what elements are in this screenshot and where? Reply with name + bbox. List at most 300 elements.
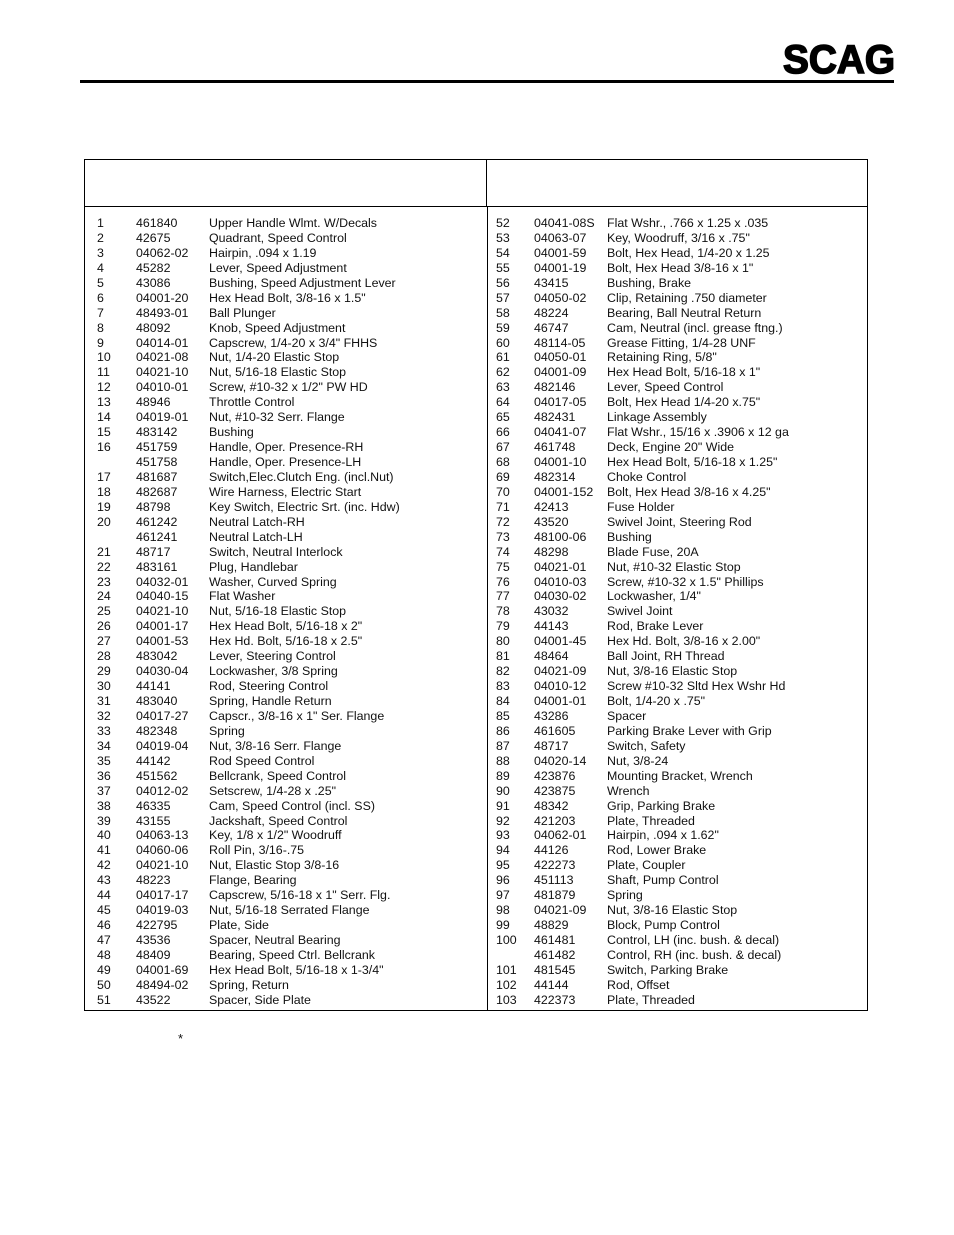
item-number: 69 xyxy=(496,469,510,484)
part-number: 483042 xyxy=(136,649,178,664)
part-number: 482687 xyxy=(136,484,178,499)
part-number: 48798 xyxy=(136,499,171,514)
part-description: Screw, #10-32 x 1.5" Phillips xyxy=(607,574,764,589)
part-number: 461605 xyxy=(534,723,576,738)
item-number: 74 xyxy=(496,544,510,559)
part-description: Bearing, Ball Neutral Return xyxy=(607,305,762,320)
part-number: 04001-152 xyxy=(534,484,594,499)
table-header-left xyxy=(85,160,487,207)
item-number: 34 xyxy=(97,738,111,753)
part-number: 04021-01 xyxy=(534,559,587,574)
part-description: Parking Brake Lever with Grip xyxy=(607,723,772,738)
item-number: 23 xyxy=(97,574,111,589)
item-number: 43 xyxy=(97,873,111,888)
part-number: 43086 xyxy=(136,275,171,290)
item-number: 82 xyxy=(496,664,510,679)
part-number: 461482 xyxy=(534,947,576,962)
part-number: 482431 xyxy=(534,410,576,425)
part-number: 44141 xyxy=(136,679,171,694)
part-description: Bolt, Hex Head 3/8-16 x 1" xyxy=(607,260,754,275)
part-description: Bushing xyxy=(209,425,254,440)
item-number: 24 xyxy=(97,589,111,604)
part-number: 461241 xyxy=(136,529,178,544)
item-number: 45 xyxy=(97,903,111,918)
item-number: 95 xyxy=(496,858,510,873)
item-number: 87 xyxy=(496,738,510,753)
item-number: 37 xyxy=(97,783,111,798)
item-number: 5 xyxy=(97,275,104,290)
item-number: 97 xyxy=(496,888,510,903)
part-description: Nut, 1/4-20 Elastic Stop xyxy=(209,350,340,365)
item-number: 53 xyxy=(496,230,510,245)
scag-logo xyxy=(782,40,896,78)
part-description: Spring xyxy=(607,888,643,903)
part-number: 04014-01 xyxy=(136,335,189,350)
part-description: Rod, Brake Lever xyxy=(607,619,704,634)
part-description: Lockwasher, 3/8 Spring xyxy=(209,664,338,679)
part-description: Wire Harness, Electric Start xyxy=(209,484,362,499)
part-number: 04019-04 xyxy=(136,738,189,753)
part-description: Deck, Engine 20" Wide xyxy=(607,440,734,455)
part-description: Bolt, Hex Head, 1/4-20 x 1.25 xyxy=(607,245,770,260)
part-number: 48223 xyxy=(136,873,171,888)
part-number: 43415 xyxy=(534,275,569,290)
part-description: Capscr., 3/8-16 x 1" Ser. Flange xyxy=(209,708,385,723)
item-number: 7 xyxy=(97,305,104,320)
part-number: 44144 xyxy=(534,977,569,992)
part-number: 44142 xyxy=(136,753,171,768)
item-number: 51 xyxy=(97,992,111,1007)
part-number: 04001-20 xyxy=(136,290,189,305)
item-number: 70 xyxy=(496,484,510,499)
part-description: Switch,Elec.Clutch Eng. (incl.Nut) xyxy=(209,469,394,484)
part-number: 46747 xyxy=(534,320,569,335)
item-number: 83 xyxy=(496,679,510,694)
part-description: Nut, 5/16-18 Elastic Stop xyxy=(209,604,347,619)
item-number: 30 xyxy=(97,679,111,694)
item-number: 84 xyxy=(496,694,510,708)
part-description: Swivel Joint xyxy=(607,604,673,619)
part-description: Lockwasher, 1/4" xyxy=(607,589,701,604)
part-number: 04001-10 xyxy=(534,455,587,469)
part-description: Wrench xyxy=(607,783,650,798)
part-number: 482348 xyxy=(136,723,178,738)
item-number: 8 xyxy=(97,320,104,335)
part-description: Bushing xyxy=(607,529,652,544)
item-number: 89 xyxy=(496,768,510,783)
part-description: Hex Head Bolt, 3/8-16 x 1.5" xyxy=(209,290,366,305)
part-number: 44143 xyxy=(534,619,569,634)
item-number: 79 xyxy=(496,619,510,634)
part-description: Spring, Handle Return xyxy=(209,694,332,708)
part-number: 04032-01 xyxy=(136,574,189,589)
part-number: 04010-03 xyxy=(534,574,587,589)
part-description: Flat Washer xyxy=(209,589,276,604)
part-number: 422273 xyxy=(534,858,576,873)
part-description: Hex Head Bolt, 5/16-18 x 1.25" xyxy=(607,455,778,469)
part-number: 482314 xyxy=(534,469,576,484)
part-description: Lever, Steering Control xyxy=(209,649,336,664)
part-description: Hex Head Bolt, 5/16-18 x 1-3/4" xyxy=(209,962,384,977)
part-description: Retaining Ring, 5/8" xyxy=(607,350,717,365)
item-number: 81 xyxy=(496,649,510,664)
part-description: Nut, 5/16-18 Serrated Flange xyxy=(209,903,370,918)
part-number: 45282 xyxy=(136,260,171,275)
part-number: 483161 xyxy=(136,559,178,574)
part-description: Clip, Retaining .750 diameter xyxy=(607,290,767,305)
item-number: 38 xyxy=(97,798,111,813)
item-number: 88 xyxy=(496,753,510,768)
item-number: 13 xyxy=(97,395,111,410)
part-number: 43536 xyxy=(136,933,171,947)
part-number: 461481 xyxy=(534,933,576,947)
item-number: 73 xyxy=(496,529,510,544)
item-number: 48 xyxy=(97,947,111,962)
part-description: Grip, Parking Brake xyxy=(607,798,716,813)
part-number: 48100-06 xyxy=(534,529,587,544)
item-number: 4 xyxy=(97,260,104,275)
item-number: 41 xyxy=(97,843,111,858)
item-number: 42 xyxy=(97,858,111,873)
part-description: Nut, 5/16-18 Elastic Stop xyxy=(209,365,347,380)
table-header-right xyxy=(487,160,867,207)
part-description: Ball Joint, RH Thread xyxy=(607,649,725,664)
part-number: 04001-09 xyxy=(534,365,587,380)
part-number: 04021-10 xyxy=(136,365,189,380)
part-description: Rod Speed Control xyxy=(209,753,315,768)
item-number: 56 xyxy=(496,275,510,290)
item-number: 25 xyxy=(97,604,111,619)
logo-text: SCAG xyxy=(783,40,895,78)
item-number: 93 xyxy=(496,828,510,843)
part-description: Bellcrank, Speed Control xyxy=(209,768,347,783)
scag-logo-graphic xyxy=(782,40,896,78)
part-number: 04021-09 xyxy=(534,664,587,679)
part-description: Upper Handle Wlmt. W/Decals xyxy=(209,216,378,230)
part-description: Knob, Speed Adjustment xyxy=(209,320,346,335)
part-number: 422795 xyxy=(136,918,178,933)
part-description: Key, Woodruff, 3/16 x .75" xyxy=(607,230,750,245)
part-number: 481687 xyxy=(136,469,178,484)
item-number: 19 xyxy=(97,499,111,514)
item-number: 78 xyxy=(496,604,510,619)
item-number: 29 xyxy=(97,664,111,679)
part-number: 04001-01 xyxy=(534,694,587,708)
part-number: 04062-02 xyxy=(136,245,189,260)
part-number: 48494-02 xyxy=(136,977,189,992)
item-number: 12 xyxy=(97,380,111,395)
part-description: Key, 1/8 x 1/2" Woodruff xyxy=(209,828,342,843)
item-number: 1 xyxy=(97,216,104,230)
part-description: Mounting Bracket, Wrench xyxy=(607,768,753,783)
part-description: Spring, Return xyxy=(209,977,289,992)
part-number: 04030-04 xyxy=(136,664,189,679)
item-number: 15 xyxy=(97,425,111,440)
part-description: Bushing, Brake xyxy=(607,275,692,290)
part-description: Plate, Threaded xyxy=(607,813,695,828)
part-description: Bushing, Speed Adjustment Lever xyxy=(209,275,396,290)
item-number: 55 xyxy=(496,260,510,275)
part-number: 48342 xyxy=(534,798,569,813)
part-number: 04050-02 xyxy=(534,290,587,305)
part-number: 04020-14 xyxy=(534,753,587,768)
item-number: 11 xyxy=(97,365,110,380)
item-number: 27 xyxy=(97,634,111,649)
header-rule xyxy=(80,80,894,83)
part-number: 04017-17 xyxy=(136,888,189,903)
item-number: 76 xyxy=(496,574,510,589)
part-number: 48717 xyxy=(136,544,171,559)
part-description: Spacer xyxy=(607,708,647,723)
part-number: 451562 xyxy=(136,768,178,783)
part-number: 451759 xyxy=(136,440,178,455)
item-number: 28 xyxy=(97,649,111,664)
item-number: 100 xyxy=(496,933,517,947)
part-description: Ball Plunger xyxy=(209,305,276,320)
part-description: Flat Wshr., .766 x 1.25 x .035 xyxy=(607,216,769,230)
part-description: Hairpin, .094 x 1.19 xyxy=(209,245,317,260)
part-description: Lever, Speed Control xyxy=(607,380,724,395)
item-number: 102 xyxy=(496,977,517,992)
item-number: 36 xyxy=(97,768,111,783)
part-description: Cam, Neutral (incl. grease ftng.) xyxy=(607,320,783,335)
part-description: Block, Pump Control xyxy=(607,918,720,933)
part-number: 48829 xyxy=(534,918,569,933)
item-number: 32 xyxy=(97,708,111,723)
part-description: Quadrant, Speed Control xyxy=(209,230,347,245)
part-number: 461840 xyxy=(136,216,178,230)
item-number: 57 xyxy=(496,290,510,305)
part-description: Plate, Coupler xyxy=(607,858,686,873)
part-description: Roll Pin, 3/16-.75 xyxy=(209,843,305,858)
part-number: 04001-69 xyxy=(136,962,189,977)
part-description: Neutral Latch-RH xyxy=(209,514,305,529)
part-description: Screw #10-32 Sltd Hex Wshr Hd xyxy=(607,679,786,694)
item-number: 91 xyxy=(496,798,510,813)
part-description: Choke Control xyxy=(607,469,687,484)
part-number: 483142 xyxy=(136,425,178,440)
item-number: 9 xyxy=(97,335,104,350)
item-number: 98 xyxy=(496,903,510,918)
item-number: 65 xyxy=(496,410,510,425)
part-number: 42413 xyxy=(534,499,569,514)
item-number: 77 xyxy=(496,589,510,604)
item-number: 67 xyxy=(496,440,510,455)
part-number: 04021-10 xyxy=(136,858,189,873)
part-description: Shaft, Pump Control xyxy=(607,873,719,888)
item-number: 94 xyxy=(496,843,510,858)
part-number: 04063-13 xyxy=(136,828,189,843)
part-description: Nut, 3/8-16 Elastic Stop xyxy=(607,664,738,679)
part-number: 48464 xyxy=(534,649,569,664)
item-number: 33 xyxy=(97,723,111,738)
part-description: Throttle Control xyxy=(209,395,295,410)
footnote-asterisk: * xyxy=(178,1031,184,1046)
part-description: Bearing, Speed Ctrl. Bellcrank xyxy=(209,947,375,962)
item-number: 21 xyxy=(97,544,111,559)
item-number: 72 xyxy=(496,514,510,529)
part-number: 04021-10 xyxy=(136,604,189,619)
item-number: 20 xyxy=(97,514,111,529)
part-number: 04001-19 xyxy=(534,260,587,275)
part-number: 43155 xyxy=(136,813,171,828)
part-description: Nut, 3/8-16 Serr. Flange xyxy=(209,738,342,753)
part-number: 04017-05 xyxy=(534,395,587,410)
part-number: 48092 xyxy=(136,320,171,335)
part-number: 04040-15 xyxy=(136,589,189,604)
item-number: 62 xyxy=(496,365,510,380)
item-number: 6 xyxy=(97,290,104,305)
part-description: Bolt, Hex Head 3/8-16 x 4.25" xyxy=(607,484,771,499)
item-number: 17 xyxy=(97,469,111,484)
part-description: Switch, Safety xyxy=(607,738,686,753)
item-number: 101 xyxy=(496,962,517,977)
item-number: 58 xyxy=(496,305,510,320)
item-number: 40 xyxy=(97,828,111,843)
part-number: 44126 xyxy=(534,843,569,858)
part-description: Hex Head Bolt, 5/16-18 x 2" xyxy=(209,619,363,634)
item-number: 35 xyxy=(97,753,111,768)
part-number: 48409 xyxy=(136,947,171,962)
part-description: Cam, Speed Control (incl. SS) xyxy=(209,798,375,813)
item-number: 80 xyxy=(496,634,510,649)
part-number: 04017-27 xyxy=(136,708,189,723)
item-number: 31 xyxy=(97,694,111,708)
part-description: Rod, Lower Brake xyxy=(607,843,707,858)
item-number: 54 xyxy=(496,245,510,260)
part-description: Flange, Bearing xyxy=(209,873,297,888)
part-number: 48717 xyxy=(534,738,569,753)
column-divider xyxy=(487,207,488,1010)
part-description: Plug, Handlebar xyxy=(209,559,298,574)
parts-table xyxy=(84,159,868,1011)
part-number: 48946 xyxy=(136,395,171,410)
item-number: 46 xyxy=(97,918,111,933)
item-number: 49 xyxy=(97,962,111,977)
part-number: 04050-01 xyxy=(534,350,587,365)
part-description: Capscrew, 1/4-20 x 3/4" FHHS xyxy=(209,335,378,350)
part-number: 451758 xyxy=(136,455,178,469)
part-number: 461748 xyxy=(534,440,576,455)
item-number: 47 xyxy=(97,933,111,947)
part-description: Plate, Threaded xyxy=(607,992,695,1007)
item-number: 71 xyxy=(496,499,510,514)
part-number: 421203 xyxy=(534,813,576,828)
item-number: 44 xyxy=(97,888,111,903)
part-description: Nut, #10-32 Serr. Flange xyxy=(209,410,345,425)
part-number: 48114-05 xyxy=(534,335,586,350)
part-number: 43032 xyxy=(534,604,569,619)
part-description: Spacer, Neutral Bearing xyxy=(209,933,341,947)
item-number: 68 xyxy=(496,455,510,469)
part-number: 46335 xyxy=(136,798,171,813)
part-description: Blade Fuse, 20A xyxy=(607,544,699,559)
item-number: 16 xyxy=(97,440,111,455)
part-number: 43522 xyxy=(136,992,171,1007)
item-number: 66 xyxy=(496,425,510,440)
item-number: 14 xyxy=(97,410,111,425)
item-number: 63 xyxy=(496,380,510,395)
part-description: Neutral Latch-LH xyxy=(209,529,303,544)
part-number: 481545 xyxy=(534,962,576,977)
item-number: 96 xyxy=(496,873,510,888)
part-number: 451113 xyxy=(534,873,574,888)
part-description: Washer, Curved Spring xyxy=(209,574,337,589)
part-description: Nut, #10-32 Elastic Stop xyxy=(607,559,741,574)
part-description: Flat Wshr., 15/16 x .3906 x 12 ga xyxy=(607,425,789,440)
part-number: 04030-02 xyxy=(534,589,587,604)
item-number: 22 xyxy=(97,559,111,574)
part-description: Control, LH (inc. bush. & decal) xyxy=(607,933,780,947)
part-number: 04001-59 xyxy=(534,245,587,260)
item-number: 50 xyxy=(97,977,111,992)
part-number: 04010-01 xyxy=(136,380,189,395)
part-description: Swivel Joint, Steering Rod xyxy=(607,514,752,529)
item-number: 92 xyxy=(496,813,510,828)
item-number: 18 xyxy=(97,484,111,499)
part-description: Switch, Neutral Interlock xyxy=(209,544,343,559)
part-number: 48224 xyxy=(534,305,569,320)
part-number: 423875 xyxy=(534,783,576,798)
item-number: 10 xyxy=(97,350,111,365)
part-number: 04062-01 xyxy=(534,828,587,843)
part-description: Nut, 3/8-16 Elastic Stop xyxy=(607,903,738,918)
part-number: 04060-06 xyxy=(136,843,189,858)
part-description: Nut, 3/8-24 xyxy=(607,753,669,768)
item-number: 103 xyxy=(496,992,517,1007)
part-number: 48493-01 xyxy=(136,305,189,320)
part-number: 04063-07 xyxy=(534,230,587,245)
item-number: 52 xyxy=(496,216,510,230)
part-number: 43520 xyxy=(534,514,569,529)
item-number: 26 xyxy=(97,619,111,634)
part-description: Bolt, 1/4-20 x .75" xyxy=(607,694,706,708)
part-description: Hex Head Bolt, 5/16-18 x 1" xyxy=(607,365,761,380)
part-description: Handle, Oper. Presence-LH xyxy=(209,455,362,469)
part-description: Hex Hd. Bolt, 5/16-18 x 2.5" xyxy=(209,634,363,649)
item-number: 85 xyxy=(496,708,510,723)
item-number: 60 xyxy=(496,335,510,350)
part-number: 42675 xyxy=(136,230,171,245)
item-number: 2 xyxy=(97,230,104,245)
item-number: 3 xyxy=(97,245,104,260)
part-number: 483040 xyxy=(136,694,178,708)
part-description: Key Switch, Electric Srt. (inc. Hdw) xyxy=(209,499,400,514)
item-number: 64 xyxy=(496,395,510,410)
part-number: 04010-12 xyxy=(534,679,587,694)
part-description: Control, RH (inc. bush. & decal) xyxy=(607,947,782,962)
part-description: Hex Hd. Bolt, 3/8-16 x 2.00" xyxy=(607,634,761,649)
part-description: Nut, Elastic Stop 3/8-16 xyxy=(209,858,340,873)
part-number: 04019-01 xyxy=(136,410,189,425)
part-description: Lever, Speed Adjustment xyxy=(209,260,347,275)
part-description: Switch, Parking Brake xyxy=(607,962,729,977)
part-number: 04019-03 xyxy=(136,903,189,918)
item-number: 59 xyxy=(496,320,510,335)
part-number: 423876 xyxy=(534,768,576,783)
part-description: Grease Fitting, 1/4-28 UNF xyxy=(607,335,756,350)
item-number: 39 xyxy=(97,813,111,828)
part-number: 04041-08S xyxy=(534,216,595,230)
item-number: 86 xyxy=(496,723,510,738)
part-description: Spacer, Side Plate xyxy=(209,992,311,1007)
part-number: 482146 xyxy=(534,380,576,395)
item-number: 99 xyxy=(496,918,510,933)
part-number: 04001-53 xyxy=(136,634,189,649)
part-number: 422373 xyxy=(534,992,576,1007)
part-description: Rod, Steering Control xyxy=(209,679,329,694)
part-description: Jackshaft, Speed Control xyxy=(209,813,348,828)
